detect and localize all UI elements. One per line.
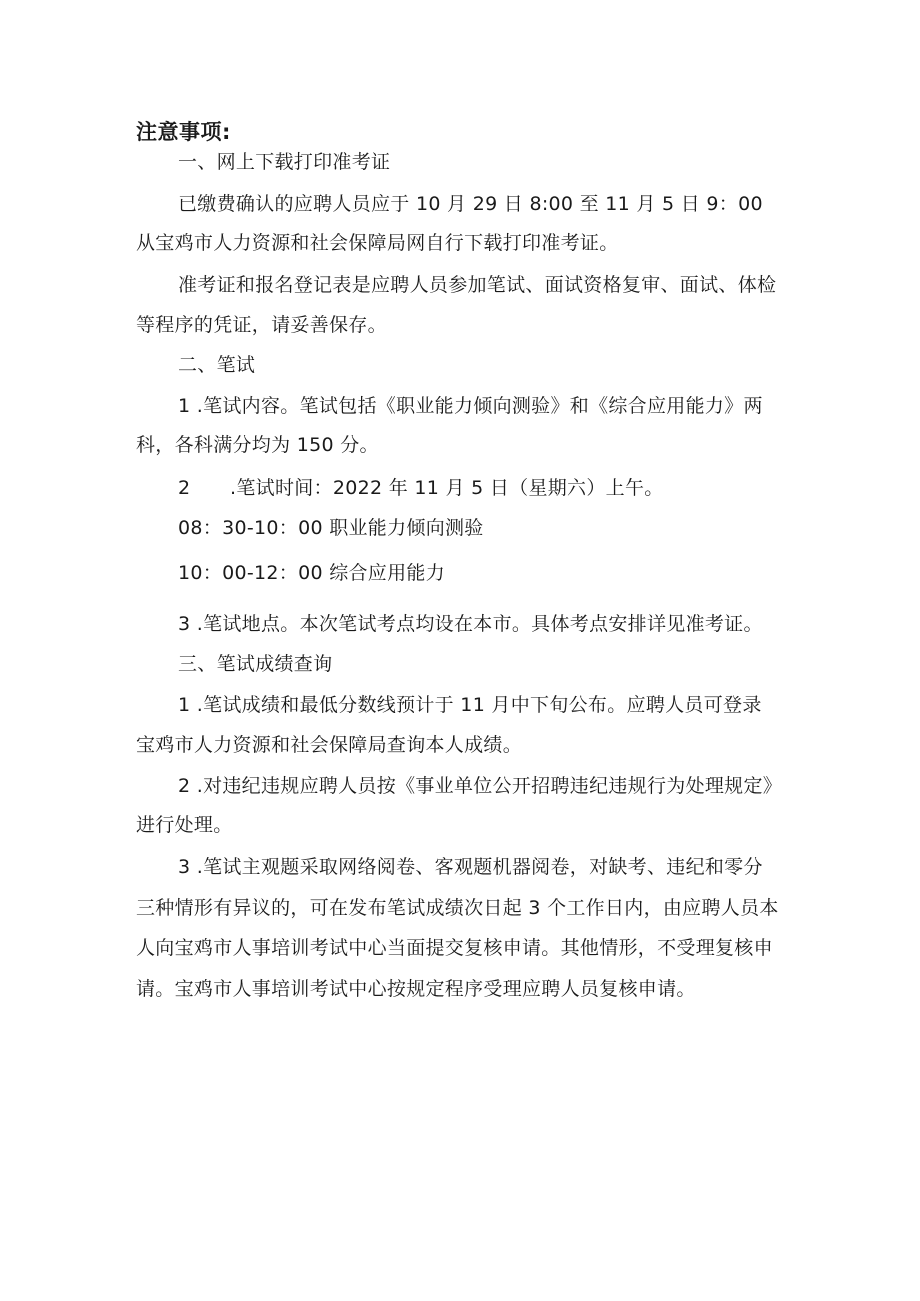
section-3-item-1-line-2: 宝鸡市人力资源和社会保障局查询本人成绩。 <box>136 734 523 756</box>
section-2-item-1-line-2: 科，各科满分均为 150 分。 <box>136 434 379 456</box>
section-2-item-3: 3 .笔试地点。本次笔试考点均设在本市。具体考点安排详见准考证。 <box>178 613 763 635</box>
section-1-heading: 一、网上下载打印准考证 <box>178 151 391 173</box>
section-3-item-2-line-1: 2 .对违纪违规应聘人员按《事业单位公开招聘违纪违规行为处理规定》 <box>178 775 783 797</box>
section-3-item-2-line-2: 进行处理。 <box>136 814 233 836</box>
section-3-item-3-line-2: 三种情形有异议的，可在发布笔试成绩次日起 3 个工作日内，由应聘人员本 <box>136 897 779 919</box>
section-3-item-3-line-3: 人向宝鸡市人事培训考试中心当面提交复核申请。其他情形，不受理复核申 <box>136 937 773 959</box>
section-1-paragraph-2-line-1: 准考证和报名登记表是应聘人员参加笔试、面试资格复审、面试、体检 <box>178 274 777 296</box>
section-1-paragraph-1-line-1: 已缴费确认的应聘人员应于 10 月 29 日 8:00 至 11 月 5 日 9：00 <box>178 193 763 215</box>
section-2-heading: 二、笔试 <box>178 354 256 376</box>
exam-schedule-2: 10：00-12：00 综合应用能力 <box>178 562 446 584</box>
section-1-paragraph-2-line-2: 等程序的凭证，请妥善保存。 <box>136 314 387 336</box>
section-3-item-1-line-1: 1 .笔试成绩和最低分数线预计于 11 月中下旬公布。应聘人员可登录 <box>178 694 762 716</box>
section-3-item-3-line-1: 3 .笔试主观题采取网络阅卷、客观题机器阅卷，对缺考、违纪和零分 <box>178 856 763 878</box>
section-3-heading: 三、笔试成绩查询 <box>178 653 333 675</box>
section-3-item-3-line-4: 请。宝鸡市人事培训考试中心按规定程序受理应聘人员复核申请。 <box>136 978 696 1000</box>
exam-schedule-1: 08：30-10：00 职业能力倾向测验 <box>178 517 484 539</box>
section-2-item-2-number: 2 <box>178 477 191 499</box>
section-1-paragraph-1-line-2: 从宝鸡市人力资源和社会保障局网自行下载打印准考证。 <box>136 232 619 254</box>
document-title: 注意事项: <box>136 120 231 144</box>
section-2-item-1-line-1: 1 .笔试内容。笔试包括《职业能力倾向测验》和《综合应用能力》两 <box>178 395 763 417</box>
section-2-item-2-text: .笔试时间：2022 年 11 月 5 日（星期六）上午。 <box>230 477 664 499</box>
